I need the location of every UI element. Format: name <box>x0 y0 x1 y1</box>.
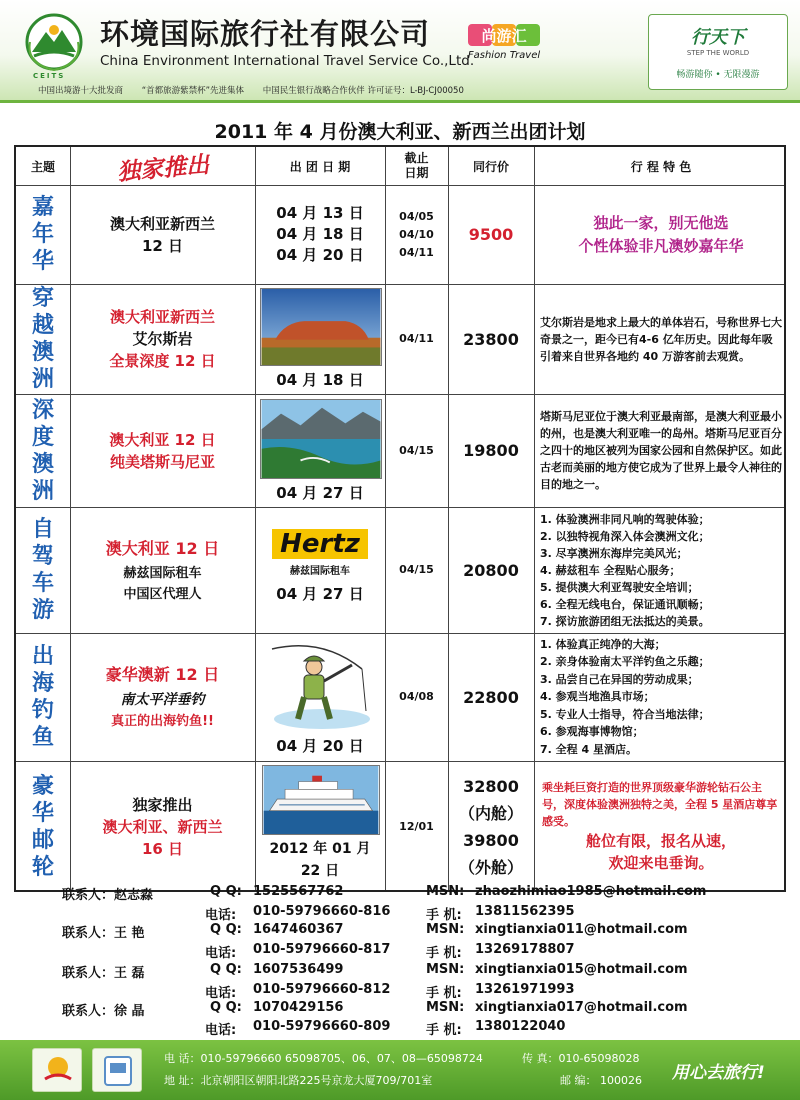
feature-line: 乘坐耗巨资打造的世界顶级豪华游轮钻石公主号，深度体验澳洲独特之美，全程 5 星酒店尊享感受。 <box>542 781 778 828</box>
feature-item: 2. 以独特视角深入体会澳洲文化； <box>540 529 710 543</box>
departure-date: 04 月 18 日 <box>276 370 364 389</box>
qq-number[interactable]: 1607536499 <box>253 962 344 977</box>
footer-slogan: 用心去旅行! <box>672 1063 765 1083</box>
qq-label: Q Q: <box>210 962 242 977</box>
trade-price <box>448 761 534 892</box>
theme-label: 自驾车游 <box>31 517 54 623</box>
feature-line: 独此一家，别无他选 <box>593 213 729 232</box>
cutoff-date: 04/08 <box>399 690 434 703</box>
contact-name: 联系人：赵志淼 <box>62 888 154 903</box>
theme-label: 嘉年华 <box>31 195 54 274</box>
tel-label: 电话: <box>205 946 237 961</box>
footer-fax: 传 真：010-65098028 <box>522 1052 640 1065</box>
xingtianxia-logo <box>648 14 788 90</box>
msn-address[interactable]: xingtianxia015@hotmail.com <box>475 962 688 977</box>
price-outer-label: （外舱） <box>458 857 523 877</box>
qq-number[interactable]: 1525567762 <box>253 884 344 899</box>
qq-label: Q Q: <box>210 922 242 937</box>
msn-label: MSN: <box>426 922 465 937</box>
exclusive-banner: 独家推出 <box>115 151 210 186</box>
certificate-logo-icon <box>92 1048 142 1092</box>
qq-number[interactable]: 1647460367 <box>253 922 344 937</box>
cutoff-date: 04/10 <box>399 227 434 241</box>
feature-item: 1. 体验真正纯净的大海； <box>540 637 666 651</box>
route-name-line: 真正的出海钓鱼!! <box>111 714 214 729</box>
route-name-line: 赫兹国际租车 <box>123 566 202 581</box>
route-name <box>70 633 255 761</box>
feature-line: 个性体验非凡澳妙嘉年华 <box>578 236 744 255</box>
footer-address: 地 址：北京朝阳区朝阳北路225号京龙大厦709/701室 <box>164 1074 433 1087</box>
msn-label: MSN: <box>426 1000 465 1015</box>
tel-number[interactable]: 010-59796660-812 <box>253 982 391 997</box>
feature-item: 5. 提供澳大利亚驾驶安全培训； <box>540 580 699 594</box>
route-name-line: 澳大利亚新西兰 <box>109 214 215 233</box>
msn-address[interactable]: xingtianxia017@hotmail.com <box>475 1000 688 1015</box>
contact-name: 联系人：王 磊 <box>62 966 145 981</box>
route-name-line: 纯美塔斯马尼亚 <box>109 452 215 471</box>
row-theme <box>16 633 70 761</box>
header-price: 同行价 <box>472 159 509 174</box>
tasmania-bay-photo <box>260 399 382 479</box>
mobile-number[interactable]: 13811562395 <box>475 904 575 919</box>
tel-number[interactable]: 010-59796660-809 <box>253 1019 391 1034</box>
feature-item: 3. 尽享澳洲东海岸完美风光； <box>540 546 688 560</box>
tel-label: 电话: <box>205 908 237 923</box>
cutoff-date: 04/11 <box>399 245 434 259</box>
departure-date: 04 月 27 日 <box>276 584 364 603</box>
tel-number[interactable]: 010-59796660-816 <box>253 904 391 919</box>
xingtianxia-slogan: 畅游随你 • 无限漫游 <box>676 70 760 80</box>
tour-features: 艾尔斯岩是地求上最大的单体岩石，号称世界七大奇景之一，距今已有4-6 亿年历史。因此每年吸引着来自世界各地约 40 万游客前去观赏。 <box>540 315 782 363</box>
tour-features <box>534 761 788 892</box>
feature-item: 7. 全程 4 星酒店。 <box>540 742 637 756</box>
mobile-label: 手 机: <box>426 986 462 1001</box>
partner-logo-icon <box>32 1048 82 1092</box>
tour-features: 塔斯马尼亚位于澳大利亚最南部，是澳大利亚最小的州，也是澳大利亚唯一的岛州。塔斯马尼亚百分之四十的地区被列为国家公园和自然保护区。如此古老而美丽的地方使它成为了世界上最令人神往的目的地之一。 <box>540 410 782 491</box>
row-theme <box>16 761 70 892</box>
departure-date-line: 22 日 <box>300 863 340 879</box>
xingtianxia-name: 行天下 <box>691 27 745 48</box>
route-name-line: 澳大利亚新西兰 <box>109 308 215 326</box>
theme-label: 深度澳洲 <box>31 397 54 504</box>
departure-date-line: 2012 年 01 月 <box>269 841 371 857</box>
route-name <box>70 394 255 507</box>
fashion-travel-name: 尚游汇 <box>481 27 527 45</box>
contact-name: 联系人：王 艳 <box>62 926 145 941</box>
tagline: 中国出境游十大批发商 <box>38 86 124 96</box>
feature-item: 1. 体验澳洲非同凡响的驾驶体验； <box>540 512 710 526</box>
mobile-number[interactable]: 1380122040 <box>475 1019 566 1034</box>
departure-dates <box>255 185 385 284</box>
tel-label: 电话: <box>205 1023 237 1038</box>
route-name-line: 澳大利亚 12 日 <box>105 539 220 558</box>
route-name-line: 豪华澳新 12 日 <box>105 665 220 684</box>
route-name-line: 独家推出 <box>132 795 193 814</box>
route-name-line: 澳大利亚、新西兰 <box>102 817 223 836</box>
departure-date: 04 月 27 日 <box>276 483 364 502</box>
trade-price: 9500 <box>468 225 514 244</box>
logo-caption: CEITS <box>33 72 66 80</box>
mobile-number[interactable]: 13261971993 <box>475 982 575 997</box>
theme-label: 穿越澳洲 <box>31 286 54 392</box>
header-features: 行 程 特 色 <box>630 159 692 174</box>
cutoff-date: 04/15 <box>399 443 434 457</box>
route-name <box>70 284 255 394</box>
trade-price: 23800 <box>463 329 519 349</box>
departure-date: 04 月 20 日 <box>276 736 364 755</box>
trade-price: 19800 <box>463 441 519 460</box>
msn-label: MSN: <box>426 962 465 977</box>
price-inner-cabin: 32800 <box>463 776 519 796</box>
qq-number[interactable]: 1070429156 <box>253 1000 344 1015</box>
feature-line: 欢迎来电垂询。 <box>608 854 714 872</box>
tel-number[interactable]: 010-59796660-817 <box>253 942 391 957</box>
company-name-cn: 环境国际旅行社有限公司 <box>100 17 431 51</box>
mobile-label: 手 机: <box>426 908 462 923</box>
departure-date: 04 月 18 日 <box>276 225 364 243</box>
uluru-rock-photo <box>260 288 382 366</box>
tour-features <box>534 507 788 633</box>
feature-item: 5. 专业人士指导，符合当地法律； <box>540 707 710 721</box>
tagline: “首都旅游紫禁杯”先进集体 <box>141 86 245 96</box>
route-name-line: 中国区代理人 <box>123 587 202 602</box>
msn-address[interactable]: zhaozhimiao1985@hotmail.com <box>475 884 707 899</box>
tour-features <box>534 633 788 761</box>
header-date: 出 团 日 期 <box>289 159 351 174</box>
theme-label: 豪华邮轮 <box>31 773 54 880</box>
price-inner-label: （内舱） <box>458 803 523 823</box>
hertz-logo <box>255 527 385 579</box>
cutoff-date: 04/11 <box>399 332 434 345</box>
route-name-line: 12 日 <box>141 236 184 255</box>
departure-date <box>255 837 385 883</box>
price-outer-cabin: 39800 <box>463 830 519 850</box>
cutoff-date: 12/01 <box>399 819 434 833</box>
route-name-line: 16 日 <box>141 839 184 858</box>
header-banner <box>0 0 800 103</box>
tel-label: 电话: <box>205 986 237 1001</box>
route-name-line: 南太平洋垂钓 <box>120 692 205 708</box>
feature-item: 4. 赫兹租车 全程贴心服务； <box>540 563 681 577</box>
feature-item: 2. 亲身体验南太平洋钓鱼之乐趣； <box>540 655 710 669</box>
feature-line: 舱位有限，报名从速， <box>585 832 736 850</box>
company-logo-icon <box>22 12 86 76</box>
mobile-label: 手 机: <box>426 1023 462 1038</box>
tour-features <box>534 185 788 284</box>
theme-label: 出海钓鱼 <box>31 644 54 750</box>
feature-item: 4. 参观当地渔具市场； <box>540 690 655 704</box>
cruise-ship-photo <box>262 765 380 835</box>
route-name <box>70 507 255 633</box>
cutoff-date: 04/05 <box>399 209 434 223</box>
footer-bar <box>0 1040 800 1100</box>
feature-item: 7. 探访旅游团组无法抵达的美景。 <box>540 614 710 628</box>
company-taglines <box>38 84 480 96</box>
route-name-line: 全景深度 12 日 <box>109 352 216 370</box>
mobile-label: 手 机: <box>426 946 462 961</box>
header-theme: 主题 <box>30 159 55 174</box>
departure-date: 04 月 20 日 <box>276 246 364 264</box>
row-theme <box>16 185 70 284</box>
header-cutoff: 截止日期 <box>404 151 429 180</box>
contacts-section <box>0 882 800 1040</box>
feature-item: 3. 品尝自己在异国的劳动成果； <box>540 672 699 686</box>
route-name-line: 澳大利亚 12 日 <box>109 430 216 449</box>
company-name-en: China Environment International Travel Service Co.,Ltd. <box>100 53 475 69</box>
contact-name: 联系人：徐 晶 <box>62 1004 145 1019</box>
route-name-line: 艾尔斯岩 <box>132 330 193 348</box>
fashion-travel-logo <box>466 22 542 70</box>
page-title: 2011 年 4 月份澳大利亚、新西兰出团计划 <box>214 121 586 143</box>
cutoff-dates <box>385 185 448 284</box>
cutoff-date: 04/15 <box>399 563 434 576</box>
tagline: 中国民生银行战略合作伙伴 许可证号：L-BJ-CJ00050 <box>262 86 464 96</box>
qq-label: Q Q: <box>210 1000 242 1015</box>
departure-date: 04 月 13 日 <box>276 204 364 222</box>
trade-price: 22800 <box>463 687 519 707</box>
row-theme <box>16 284 70 394</box>
hertz-cn: 赫兹国际租车 <box>290 566 350 577</box>
feature-item: 6. 参观海事博物馆； <box>540 725 644 739</box>
route-name <box>70 185 255 284</box>
row-theme <box>16 394 70 507</box>
feature-item: 6. 全程无线电台，保证通讯顺畅； <box>540 597 710 611</box>
footer-phone: 电 话：010-59796660 65098705、06、07、08—65098724 <box>164 1052 483 1065</box>
hertz-wordmark: Hertz <box>272 529 368 559</box>
fashion-travel-en: Fashion Travel <box>467 50 541 61</box>
msn-label: MSN: <box>426 884 465 899</box>
xingtianxia-en: STEP THE WORLD <box>686 49 750 57</box>
msn-address[interactable]: xingtianxia011@hotmail.com <box>475 922 688 937</box>
row-theme <box>16 507 70 633</box>
route-name <box>70 761 255 892</box>
mobile-number[interactable]: 13269178807 <box>475 942 575 957</box>
tour-table <box>14 145 786 892</box>
header-exclusive <box>70 147 255 185</box>
qq-label: Q Q: <box>210 884 242 899</box>
footer-postcode: 邮 编： 100026 <box>560 1074 642 1087</box>
trade-price: 20800 <box>463 560 519 580</box>
fisherman-illustration <box>262 639 380 733</box>
